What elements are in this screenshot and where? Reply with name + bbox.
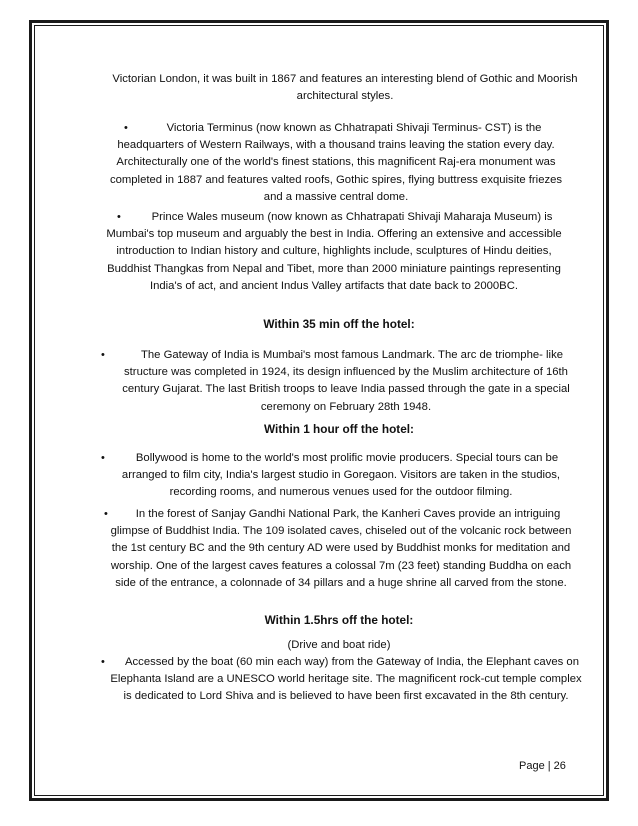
bullet-gateway: • — [101, 349, 105, 361]
paragraph-victoria-terminus: Victoria Terminus (now known as Chhatrapati Shivaji Terminus- CST) is the headquarters of Western Railways, with a thousand trains leaving the station every day. Architecturally one of the world's finest stations, this magnificent Raj-era monument was completed in 1887 and features valted roofs, Gothic spires, flying buttress exquisite friezes and a massive central dome. — [109, 122, 563, 203]
paragraph-victorian: Victorian London, it was built in 1867 and features an interesting blend of Gothic and Moorish architectural styles. — [112, 73, 578, 103]
heading-within-1-5-hrs: Within 1.5hrs off the hotel: — [264, 613, 414, 627]
paragraph-elephanta: Accessed by the boat (60 min each way) from the Gateway of India, the Elephant caves on Elephanta Island are a UNESCO world heritage site. The magnificent rock-cut temple complex is dedicated to Lord Shiva and is believed to have been first excavated in the 8th century. — [110, 656, 582, 703]
page-number: Page | 26 — [519, 760, 566, 772]
paragraph-bollywood: Bollywood is home to the world's most prolific movie producers. Special tours can be arranged to film city, India's largest studio in Goregaon. Visitors are taken in the studios, recording rooms, and numerous venues used for the outdoor filming. — [121, 452, 561, 499]
bullet-kanheri: • — [104, 508, 108, 520]
heading-within-35-min: Within 35 min off the hotel: — [263, 317, 415, 331]
bullet-prince-wales: • — [117, 211, 121, 223]
paragraph-gateway: The Gateway of India is Mumbai's most famous Landmark. The arc de triomphe- like structure was completed in 1924, its design influenced by the Muslim architecture of 16th century Gujarat. The last British troops to leave India passed through the gate in a special ceremony on February 28th 1948. — [122, 349, 570, 413]
paragraph-kanheri: In the forest of Sanjay Gandhi National Park, the Kanheri Caves provide an intriguing glimpse of Buddhist India. The 109 isolated caves, chiseled out of the volcanic rock between the 1st century BC and the 9th century AD were used by Buddhist monks for meditation and worship. One of the largest caves features a colossal 7m (23 feet) standing Buddha on each side of the entrance, a colonnade of 34 pillars and a huge shrine all carved from the stone. — [110, 508, 572, 589]
bullet-elephanta: • — [101, 656, 105, 668]
paragraph-prince-wales: Prince Wales museum (now known as Chhatrapati Shivaji Maharaja Museum) is Mumbai's top museum and arguably the best in India. Offering an extensive and accessible introduction to Indian history and culture, highlights include, sculptures of Hindu deities, Buddhist Thangkas from Nepal and Tibet, more than 2000 miniature paintings representing India's of act, and ancient Indus Valley artifacts that date back to 2000BC. — [106, 211, 562, 292]
heading-within-1-hour: Within 1 hour off the hotel: — [264, 422, 414, 436]
bullet-bollywood: • — [101, 452, 105, 464]
subheading-drive-boat: (Drive and boat ride) — [287, 639, 391, 651]
bullet-victoria-terminus: • — [124, 122, 128, 134]
